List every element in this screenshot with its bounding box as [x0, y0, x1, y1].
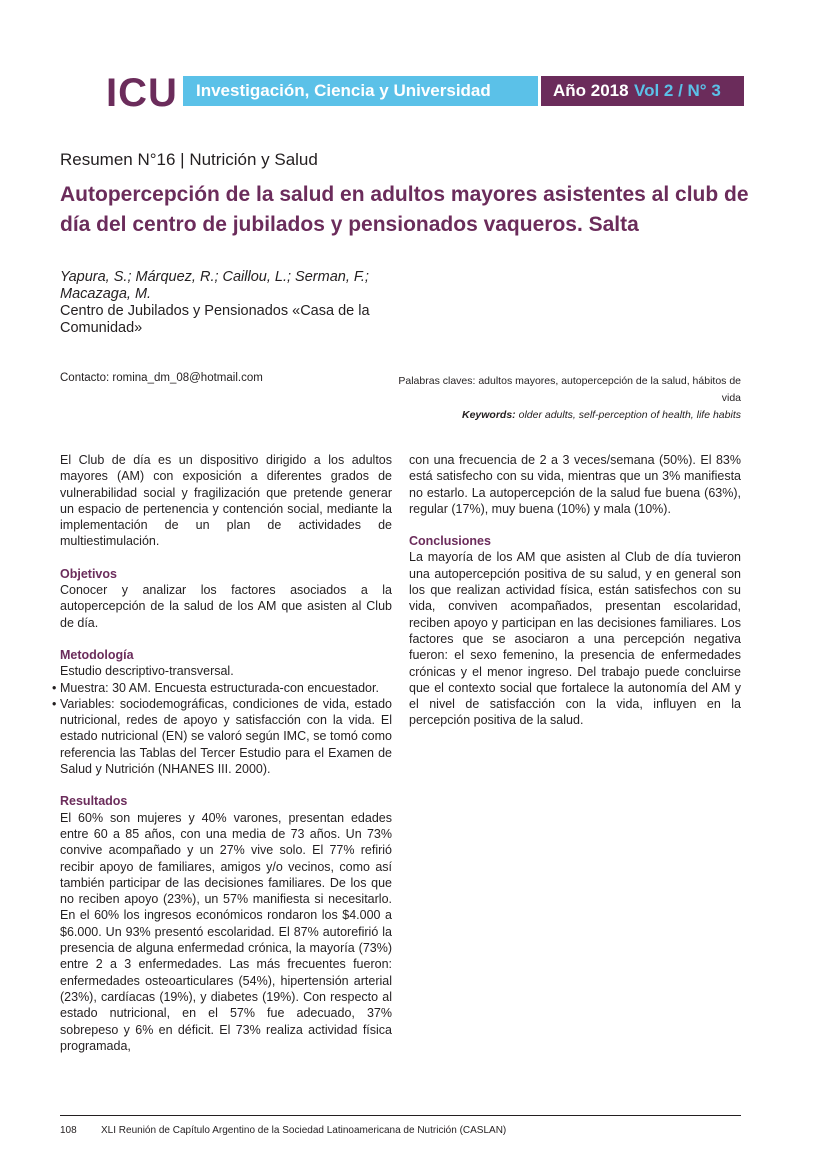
conclusiones-heading: Conclusiones [409, 534, 491, 549]
article-title: Autopercepción de la salud en adultos mayores asistentes al club de día del centro de jubilados y pensionados vaqueros. Salta [60, 183, 749, 236]
keywords-en [381, 407, 741, 424]
metodologia-intro: Estudio descriptivo-transversal. [60, 664, 234, 679]
institution: Centro de Jubilados y Pensionados «Casa de la Comunidad» [60, 303, 370, 336]
issue-year: Año 2018 [553, 81, 629, 100]
keywords-en-text: older adults, self-perception of health, life habits [515, 409, 741, 421]
resultados-heading: Resultados [60, 794, 128, 809]
body-column-right [409, 452, 741, 729]
journal-logo: ICU [106, 71, 178, 115]
keywords-en-label: Keywords: [462, 409, 516, 421]
resultados-paragraph: El 60% son mujeres y 40% varones, presentan edades entre 60 a 85 años, con una media de 73 años. Un 73% convive acompañado y un 27% vive solo. El 77% refirió recibir apoyo de familiares, amigos y/o vecinos, como así también participar de las decisiones familiares. De los que no reciben apoyo (23%), un 57% manifiesta si necesitarlo. En el 60% los ingresos económicos rondaron los $4.000 a $6.000. Un 93% presentó escolaridad. El 87% autorefirió la presencia de alguna enfermedad crónica, la mayoría (73%) entre 2 a 3 enfermedades. Las más frecuentes fueron: enfermedades osteoarticulares (54%), hipertensión arterial (23%), cardíacas (19%), y diabetes (19%). Con respecto al estado nutricional, en el 57% fue adecuado, 37% sobrepeso y 6% en déficit. El 73% realiza actividad física programada, [60, 810, 392, 1053]
journal-name: Investigación, Ciencia y Universidad [196, 81, 491, 100]
keywords-block [381, 373, 741, 424]
issue-volume: Vol 2 / N° 3 [634, 81, 721, 100]
keywords-es: Palabras claves: adultos mayores, autopercepción de la salud, hábitos de vida [398, 375, 741, 404]
metodologia-bullet: • Muestra: 30 AM. Encuesta estructurada-con encuestador. [60, 680, 392, 696]
metodologia-heading: Metodología [60, 647, 134, 662]
page-number: 108 [60, 1125, 77, 1136]
conclusiones-paragraph: La mayoría de los AM que asisten al Club de día tuvieron una autopercepción positiva de su salud, y en general son los que realizan actividad física, están satisfechos con su vida, conviven acompañados, presentan escolaridad, reciben apoyo y participan en las decisiones familiares. Los factores que se asociaron a una percepción negativa fueron: el sexo femenino, la presencia de enfermedades crónicas y el menor ingreso. Del trabajo puede concluirse que el contexto social que fortalece la autonomía del AM y el nivel de satisfacción con la vida, influyen en la percepción positiva de la salud. [409, 550, 741, 728]
contact-email[interactable]: Contacto: romina_dm_08@hotmail.com [60, 372, 263, 384]
metodologia-bullet: • Variables: sociodemográficas, condiciones de vida, estado nutricional, redes de apoyo y satisfacción con la vida. El estado nutricional (EN) se valoró según IMC, se tomó como referencia las Tablas del Tercer Estudio para el Examen de Salud y Nutrición (NHANES III. 2000). [60, 696, 392, 777]
author-list: Yapura, S.; Márquez, R.; Caillou, L.; Serman, F.; Macazaga, M. [60, 269, 369, 302]
footer-rule [60, 1115, 741, 1116]
section-label: Resumen N°16 | Nutrición y Salud [60, 150, 318, 169]
objetivos-paragraph: Conocer y analizar los factores asociados a la autopercepción de la salud de los AM que asisten al Club de día. [60, 583, 392, 630]
footer-text: XLI Reunión de Capítulo Argentino de la Sociedad Latinoamericana de Nutrición (CASLAN) [101, 1125, 507, 1136]
issue-band [541, 76, 744, 106]
resultados-continued: con una frecuencia de 2 a 3 veces/semana (50%). El 83% está satisfecho con su vida, mientras que un 3% manifiesta no estarlo. La autopercepción de la salud fue buena (63%), regular (17%), muy buena (10%) y mala (10%). [409, 453, 741, 516]
body-column-left [60, 452, 392, 1054]
intro-paragraph: El Club de día es un dispositivo dirigido a los adultos mayores (AM) con exposición a diferentes grados de vulnerabilidad social y fragilización que pretende generar un espacio de pertenencia y contención social, mediante la implementación de un plan de actividades de multiestimulación. [60, 453, 392, 549]
objetivos-heading: Objetivos [60, 566, 117, 581]
journal-name-band [183, 76, 538, 106]
